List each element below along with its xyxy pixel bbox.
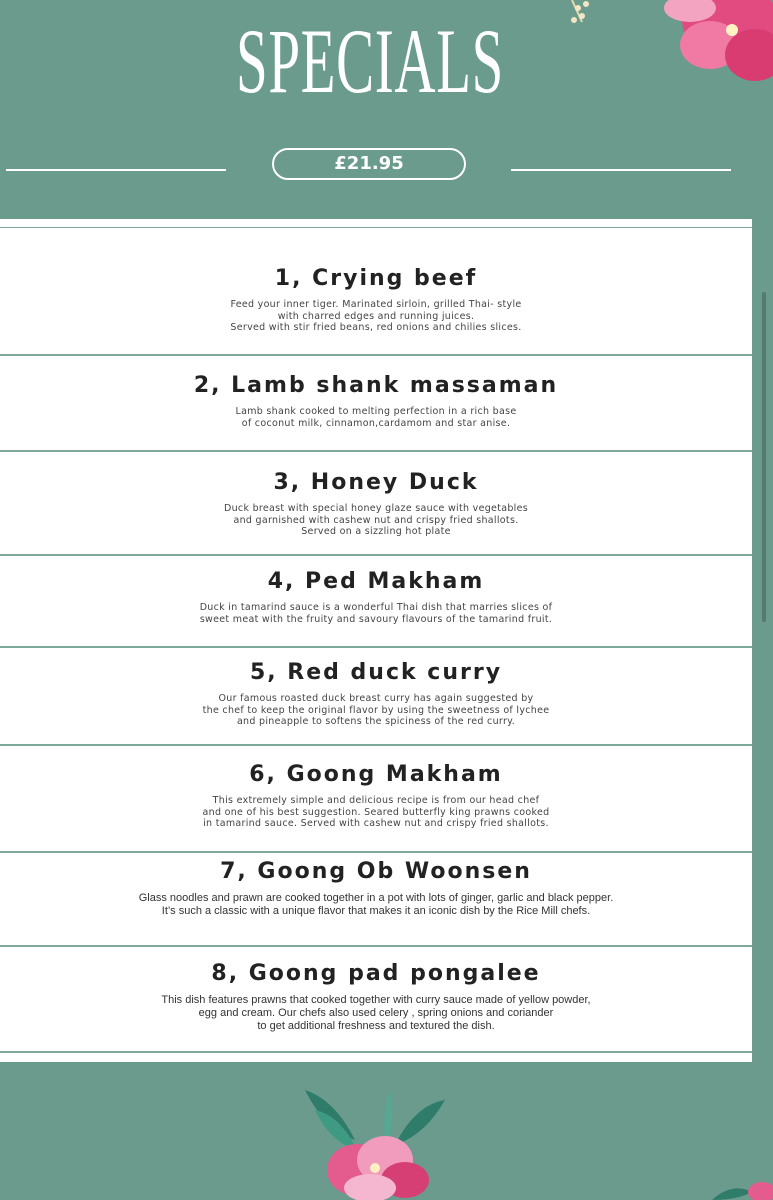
menu-item-description: Our famous roasted duck breast curry has again suggested by the chef to keep the original flavor by using the sweetness of lychee and pineapple to softens the spiciness of the red curry. bbox=[202, 693, 550, 727]
menu-item-name: 8, Goong pad pongalee bbox=[211, 961, 541, 986]
menu-item-description: Lamb shank cooked to melting perfection in a rich base of coconut milk, cinnamon,cardamom and star anise. bbox=[235, 406, 517, 429]
price-badge: £21.95 bbox=[272, 148, 466, 180]
menu-item-name: 7, Goong Ob Woonsen bbox=[220, 859, 532, 884]
menu-item-description: Glass noodles and prawn are cooked together in a pot with lots of ginger, garlic and black pepper. It’s such a classic with a unique flavor that makes it an iconic dish by the Rice Mill chefs. bbox=[138, 892, 614, 917]
menu-item bbox=[0, 452, 752, 556]
menu-item bbox=[0, 947, 752, 1053]
menu-item bbox=[0, 556, 752, 648]
menu-item-description: Feed your inner tiger. Marinated sirloin, grilled Thai- style with charred edges and running juices. Served with stir fried beans, red onions and chilies slices. bbox=[230, 299, 522, 333]
menu-item-description: This dish features prawns that cooked together with curry sauce made of yellow powder, egg and cream. Our chefs also used celery , spring onions and coriander to get additional freshness and textured the dish. bbox=[161, 994, 591, 1032]
tropical-flower-bouquet-icon bbox=[295, 1080, 455, 1200]
menu-item bbox=[0, 228, 752, 356]
menu-item bbox=[0, 356, 752, 452]
menu-item-name: 4, Ped Makham bbox=[267, 569, 485, 594]
page-title: SPECIALS bbox=[235, 10, 505, 112]
menu-item-description: Duck breast with special honey glaze sauce with vegetables and garnished with cashew nut and crispy fried shallots. Served on a sizzling hot plate bbox=[224, 503, 528, 537]
menu-item-description: This extremely simple and delicious recipe is from our head chef and one of his best suggestion. Seared butterfly king prawns cooked in tamarind sauce. Served with cashew nut and crispy fried shallots. bbox=[202, 795, 550, 829]
menu-item bbox=[0, 853, 752, 947]
flower-corner-icon bbox=[712, 1172, 773, 1200]
header-rule-left bbox=[6, 169, 226, 171]
menu-panel bbox=[0, 219, 752, 1062]
menu-item bbox=[0, 648, 752, 746]
menu-item-name: 3, Honey Duck bbox=[273, 470, 479, 495]
header-rule-right bbox=[511, 169, 731, 171]
menu-item bbox=[0, 746, 752, 853]
scrollbar[interactable] bbox=[762, 292, 766, 622]
menu-item-name: 5, Red duck curry bbox=[249, 660, 503, 685]
menu-item-name: 6, Goong Makham bbox=[249, 762, 503, 787]
menu-item-name: 1, Crying beef bbox=[274, 266, 478, 291]
menu-item-name: 2, Lamb shank massaman bbox=[193, 373, 559, 398]
menu-item-description: Duck in tamarind sauce is a wonderful Thai dish that marries slices of sweet meat with the fruity and savoury flavours of the tamarind fruit. bbox=[199, 602, 553, 625]
